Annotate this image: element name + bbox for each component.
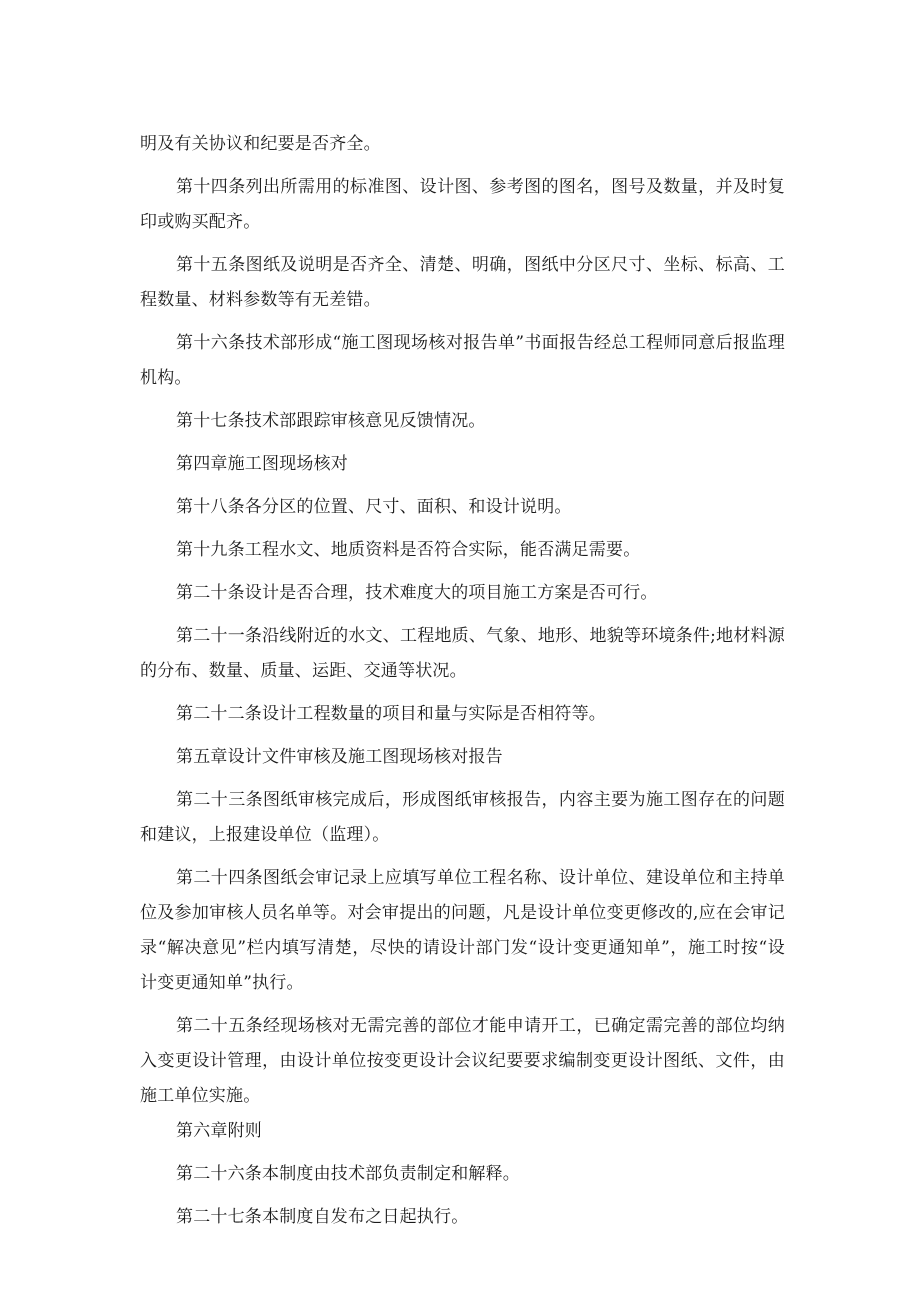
article-16: 第十六条技术部形成“施工图现场核对报告单”书面报告经总工程师同意后报监理机构。 [140,333,785,388]
article-25: 第二十五条经现场核对无需完善的部位才能申请开工，已确定需完善的部位均纳入变更设计管理，由设计单位按变更设计会议纪要要求编制变更设计图纸、文件，由施工单位实施。 [140,1016,785,1106]
article-15: 第十五条图纸及说明是否齐全、清楚、明确，图纸中分区尺寸、坐标、标高、工程数量、材料参数等有无差错。 [140,255,785,310]
article-18: 第十八条各分区的位置、尺寸、面积、和设计说明。 [176,497,572,517]
article-21: 第二十一条沿线附近的水文、工程地质、气象、地形、地貌等环境条件;地材料源的分布、数量、质量、运距、交通等状况。 [140,626,785,681]
article-17: 第十七条技术部跟踪审核意见反馈情况。 [176,411,486,431]
chapter-6-heading: 第六章附则 [176,1121,262,1141]
article-26: 第二十六条本制度由技术部负责制定和解释。 [176,1164,520,1184]
chapter-5-heading: 第五章设计文件审核及施工图现场核对报告 [176,747,503,767]
article-22: 第二十二条设计工程数量的项目和量与实际是否相符等。 [176,704,606,724]
paragraph-continuation: 明及有关协议和纪要是否齐全。 [140,134,381,154]
article-14: 第十四条列出所需用的标准图、设计图、参考图的图名，图号及数量，并及时复印或购买配齐。 [140,177,785,232]
document-body [140,127,785,1243]
article-20: 第二十条设计是否合理，技术难度大的项目施工方案是否可行。 [176,583,658,603]
chapter-4-heading: 第四章施工图现场核对 [176,454,348,474]
article-24: 第二十四条图纸会审记录上应填写单位工程名称、设计单位、建设单位和主持单位及参加审核人员名单等。对会审提出的问题，凡是设计单位变更修改的,应在会审记录“解决意见”栏内填写清楚，尽快的请设计部门发“设计变更通知单”，施工时按“设计变更通知单”执行。 [140,868,785,993]
article-23: 第二十三条图纸审核完成后，形成图纸审核报告，内容主要为施工图存在的问题和建议，上报建设单位（监理）。 [140,790,785,845]
article-19: 第十九条工程水文、地质资料是否符合实际，能否满足需要。 [176,540,641,560]
article-27: 第二十七条本制度自发布之日起执行。 [176,1207,469,1227]
